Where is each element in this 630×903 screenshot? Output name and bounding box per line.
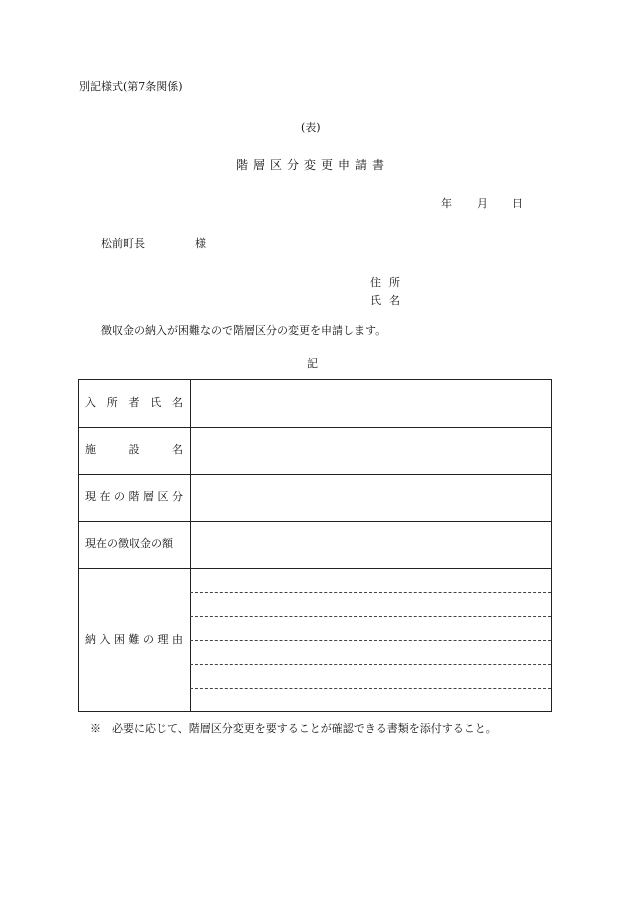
addressee-name: 松前町長 [101, 237, 145, 250]
row-label-facility-name [85, 443, 183, 457]
label-char: 由 [172, 633, 183, 646]
document-title: 階層区分変更申請書 [236, 158, 390, 172]
label-char: 所 [106, 396, 118, 409]
table-row-divider [79, 568, 551, 569]
applicant-address-label: 住所 [370, 276, 408, 289]
reason-writing-line [190, 664, 551, 665]
label-char: 理 [157, 633, 169, 646]
date-month-label: 月 [477, 197, 488, 210]
form-id: 別記様式(第7条関係) [79, 80, 183, 93]
label-char: 層 [143, 490, 154, 503]
addressee-honorific: 様 [195, 237, 206, 250]
row-label-resident-name [85, 396, 183, 410]
label-char: 施 [85, 443, 96, 456]
label-char: 入 [99, 633, 111, 646]
ki-heading: 記 [307, 357, 318, 370]
date-day-label: 日 [512, 197, 523, 210]
label-char: 名 [172, 443, 183, 456]
table-row-divider [79, 474, 551, 475]
applicant-name-label: 氏名 [370, 294, 408, 307]
label-char: 分 [172, 490, 183, 503]
reason-writing-line [190, 640, 551, 641]
application-table [78, 379, 552, 712]
label-char: の [114, 490, 125, 503]
row-label-current-tier [85, 490, 183, 504]
label-char: 現 [85, 490, 96, 503]
label-char: 入 [85, 396, 96, 409]
label-char: 困 [114, 633, 125, 646]
label-char: 者 [128, 396, 140, 409]
row-label-hardship-reason [85, 633, 183, 647]
table-row-divider [79, 427, 551, 428]
table-column-divider [190, 380, 191, 711]
footnote: ※ 必要に応じて、階層区分変更を要することが確認できる書類を添付すること。 [90, 722, 497, 735]
body-text: 徴収金の納入が困難なので階層区分の変更を申請します。 [101, 324, 387, 337]
label-char: 納 [85, 633, 96, 646]
side-label: (表) [301, 121, 321, 134]
label-char: 名 [172, 396, 183, 409]
label-char: 在 [99, 490, 111, 503]
label-char: 階 [128, 490, 140, 503]
table-row-divider [79, 521, 551, 522]
date-year-label: 年 [441, 197, 452, 210]
label-char: 区 [157, 490, 169, 503]
reason-writing-line [190, 592, 551, 593]
reason-writing-line [190, 688, 551, 689]
label-char: 設 [128, 443, 140, 456]
label-char: 氏 [150, 396, 162, 409]
label-char: の [143, 633, 154, 646]
row-label-current-fee: 現在の徴収金の額 [85, 537, 173, 550]
reason-writing-line [190, 616, 551, 617]
label-char: 難 [128, 633, 140, 646]
